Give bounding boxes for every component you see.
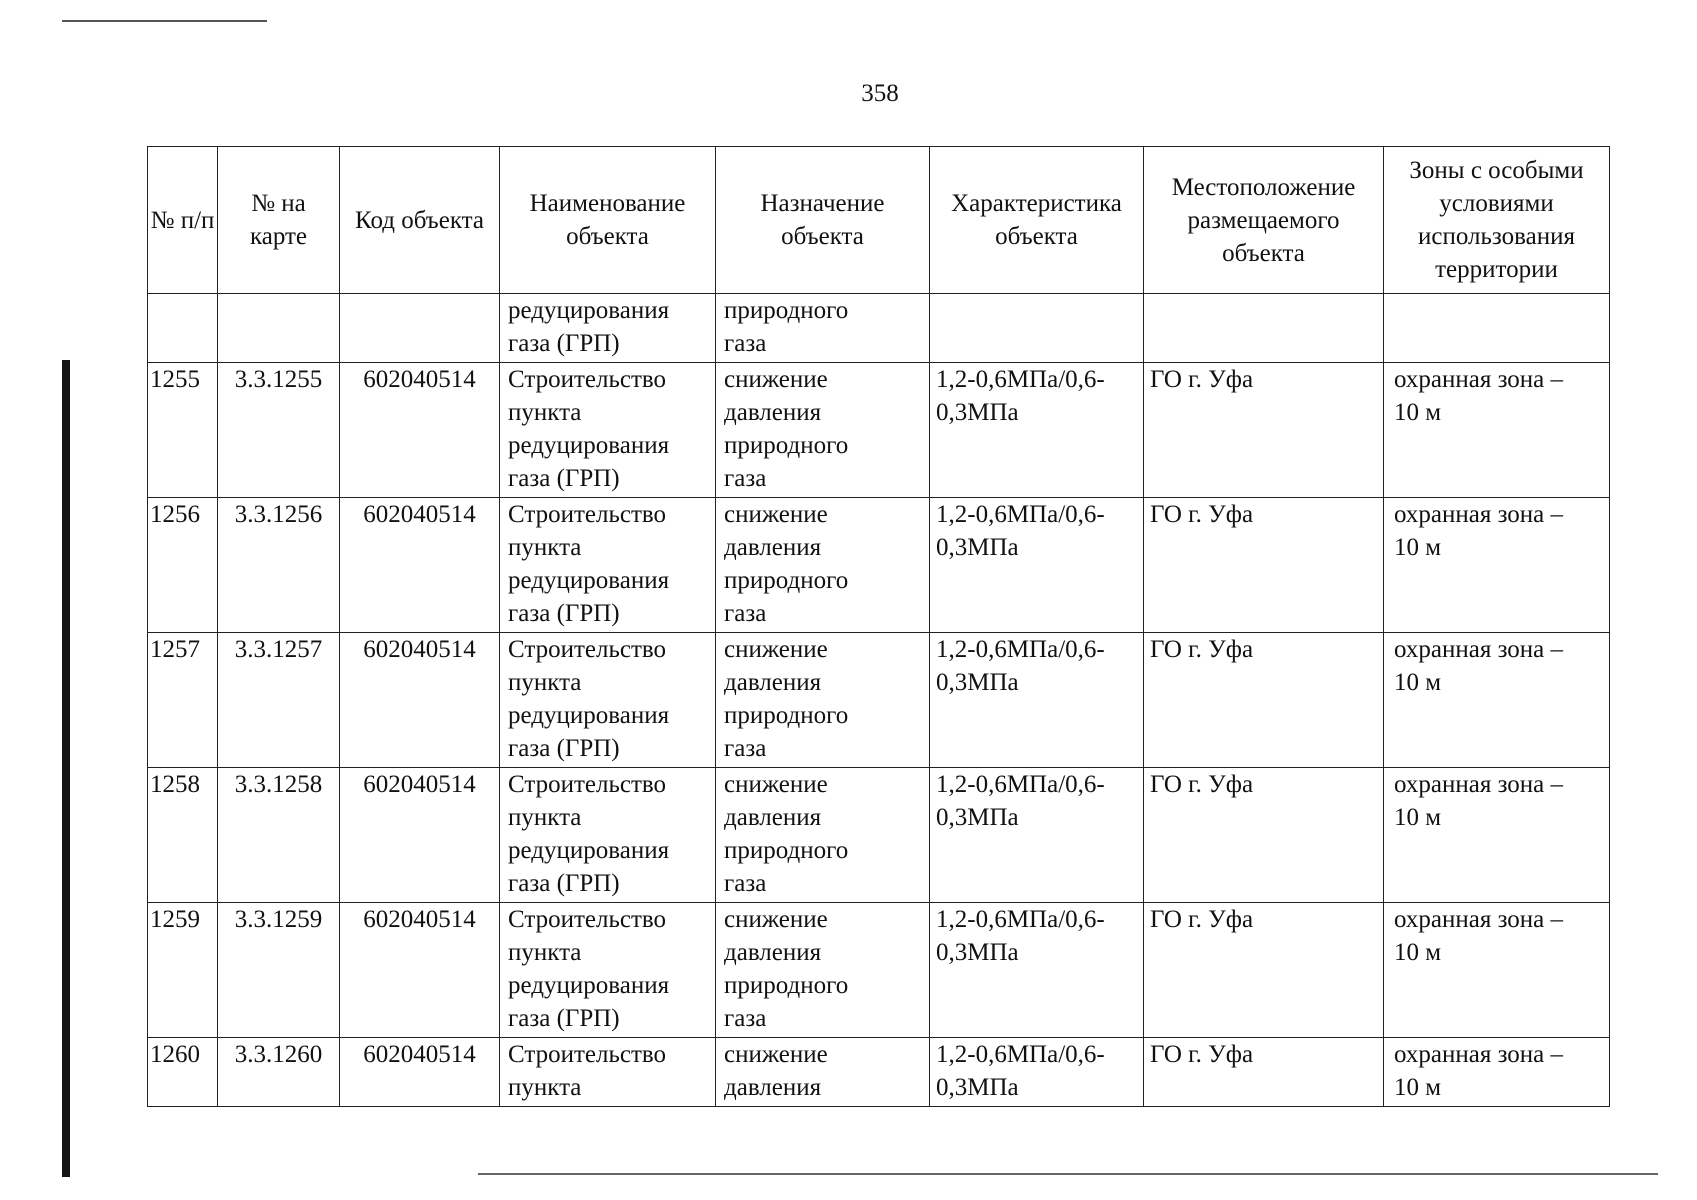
cell-map-number (218, 294, 340, 363)
cell-object-code: 602040514 (340, 363, 500, 498)
cell-object-purpose: снижение давления (716, 1038, 930, 1107)
cell-special-zones (1384, 294, 1610, 363)
cell-num (148, 294, 218, 363)
header-object-characteristic: Характеристика объекта (930, 147, 1144, 294)
scan-artifact-bottom-line (478, 1173, 1658, 1175)
cell-num: 1259 (148, 903, 218, 1038)
cell-object-code: 602040514 (340, 1038, 500, 1107)
cell-map-number: 3.3.1256 (218, 498, 340, 633)
cell-object-location: ГО г. Уфа (1144, 633, 1384, 768)
cell-map-number: 3.3.1260 (218, 1038, 340, 1107)
table-row (148, 1038, 1610, 1107)
cell-special-zones: охранная зона – 10 м (1384, 498, 1610, 633)
cell-object-name: Строительство пункта редуцирования газа (ГРП) (500, 633, 716, 768)
table-header-row (148, 147, 1610, 294)
cell-object-purpose: снижение давления природного газа (716, 768, 930, 903)
cell-object-characteristic: 1,2-0,6МПа/0,6- 0,3МПа (930, 498, 1144, 633)
page-number: 358 (861, 80, 899, 107)
cell-object-location (1144, 294, 1384, 363)
table-row (148, 498, 1610, 633)
cell-num: 1257 (148, 633, 218, 768)
cell-num: 1260 (148, 1038, 218, 1107)
cell-object-name: Строительство пункта редуцирования газа (ГРП) (500, 768, 716, 903)
cell-object-characteristic: 1,2-0,6МПа/0,6- 0,3МПа (930, 1038, 1144, 1107)
cell-map-number: 3.3.1259 (218, 903, 340, 1038)
cell-num: 1255 (148, 363, 218, 498)
cell-object-code: 602040514 (340, 633, 500, 768)
cell-object-purpose: снижение давления природного газа (716, 498, 930, 633)
table-row (148, 903, 1610, 1038)
cell-num: 1258 (148, 768, 218, 903)
header-object-code: Код объекта (340, 147, 500, 294)
cell-object-purpose: природного газа (716, 294, 930, 363)
cell-object-name: Строительство пункта (500, 1038, 716, 1107)
cell-object-location: ГО г. Уфа (1144, 363, 1384, 498)
cell-object-code: 602040514 (340, 903, 500, 1038)
cell-map-number: 3.3.1255 (218, 363, 340, 498)
cell-object-purpose: снижение давления природного газа (716, 363, 930, 498)
cell-object-location: ГО г. Уфа (1144, 498, 1384, 633)
cell-object-location: ГО г. Уфа (1144, 903, 1384, 1038)
cell-map-number: 3.3.1258 (218, 768, 340, 903)
table-row-continuation (148, 294, 1610, 363)
cell-object-characteristic: 1,2-0,6МПа/0,6- 0,3МПа (930, 363, 1144, 498)
cell-num: 1256 (148, 498, 218, 633)
cell-object-purpose: снижение давления природного газа (716, 633, 930, 768)
header-object-name: Наименование объекта (500, 147, 716, 294)
cell-object-location: ГО г. Уфа (1144, 1038, 1384, 1107)
cell-object-code (340, 294, 500, 363)
cell-object-characteristic: 1,2-0,6МПа/0,6- 0,3МПа (930, 903, 1144, 1038)
cell-object-name: Строительство пункта редуцирования газа (ГРП) (500, 498, 716, 633)
cell-special-zones: охранная зона – 10 м (1384, 363, 1610, 498)
cell-object-name: Строительство пункта редуцирования газа (ГРП) (500, 903, 716, 1038)
header-map-number: № на карте (218, 147, 340, 294)
cell-object-purpose: снижение давления природного газа (716, 903, 930, 1038)
cell-object-code: 602040514 (340, 498, 500, 633)
scan-artifact-left-bar (62, 360, 70, 1177)
cell-object-name: редуцирования газа (ГРП) (500, 294, 716, 363)
table-row (148, 363, 1610, 498)
scan-artifact-top-line (62, 20, 267, 22)
cell-object-location: ГО г. Уфа (1144, 768, 1384, 903)
objects-table (147, 146, 1610, 1107)
cell-object-code: 602040514 (340, 768, 500, 903)
header-object-location: Местоположение размещаемого объекта (1144, 147, 1384, 294)
cell-map-number: 3.3.1257 (218, 633, 340, 768)
table-row (148, 768, 1610, 903)
cell-object-characteristic: 1,2-0,6МПа/0,6- 0,3МПа (930, 633, 1144, 768)
cell-special-zones: охранная зона – 10 м (1384, 903, 1610, 1038)
cell-special-zones: охранная зона – 10 м (1384, 768, 1610, 903)
table-row (148, 633, 1610, 768)
header-object-purpose: Назначение объекта (716, 147, 930, 294)
header-num: № п/п (148, 147, 218, 294)
cell-object-name: Строительство пункта редуцирования газа (ГРП) (500, 363, 716, 498)
cell-special-zones: охранная зона – 10 м (1384, 1038, 1610, 1107)
header-special-zones: Зоны с особыми условиями использования территории (1384, 147, 1610, 294)
cell-object-characteristic: 1,2-0,6МПа/0,6- 0,3МПа (930, 768, 1144, 903)
cell-special-zones: охранная зона – 10 м (1384, 633, 1610, 768)
cell-object-characteristic (930, 294, 1144, 363)
